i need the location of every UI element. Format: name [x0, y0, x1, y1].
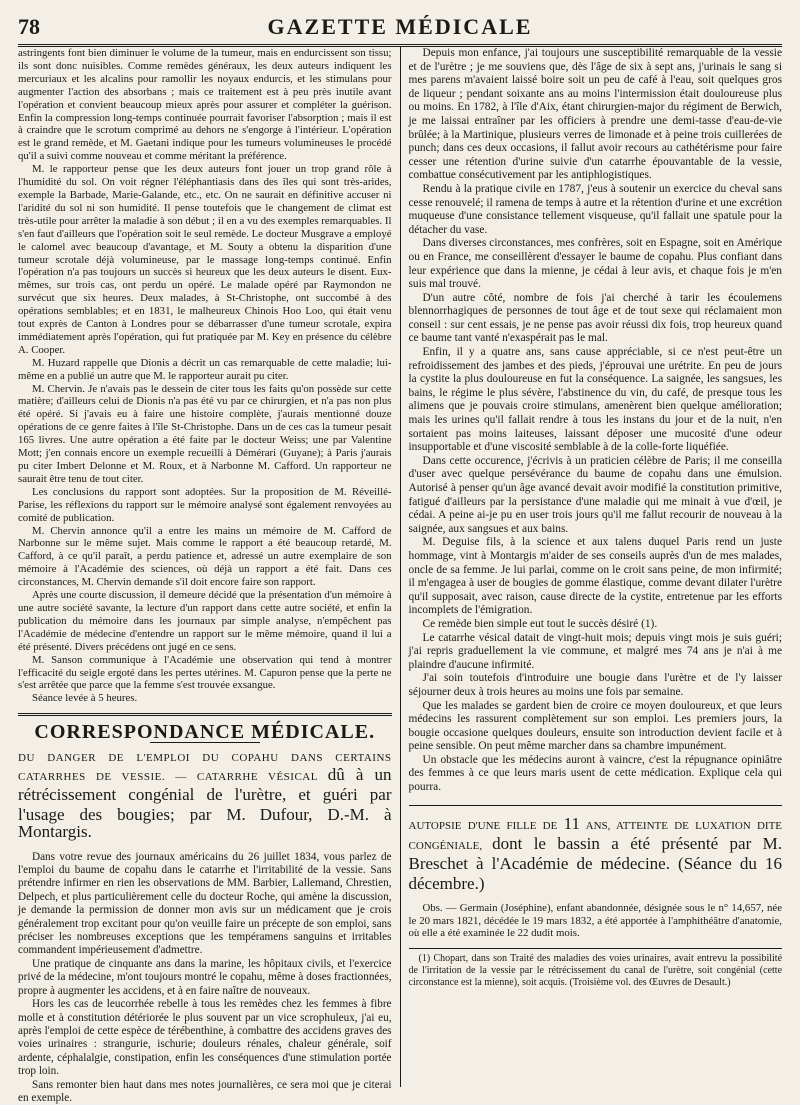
academy-report [18, 47, 392, 705]
paragraph: astringents font bien diminuer le volume de la tumeur, mais en endurcissent son tissu; ils sont donc nuisibles. Comme remèdes généraux, les deux auteurs indiquent les mercuriaux et les alcalins pour ramollir les noyaux endurcis, et les stimulans pour augmenter l'action des absorbans ; mais ce traitement est à peu près inutile avant l'opération et convient beaucoup mieux après pour assurer et compléter la guérison. Enfin la compression long-temps continuée pourrait favoriser l'absorption ; mais il est à craindre que le scrotum comprimé au dehors ne s'engorge à l'intérieur. L'opération est le grand remède, et M. Gaetani indique pour les tumeurs volumineuses le procédé qu'il a suivi comme nouveau et comme méritant la préférence. [18, 47, 392, 163]
article-title-main: dû à un rétrécissement congénial de l'urètre, et guéri par l'usage des bougies; par M. [18, 764, 392, 824]
paragraph: Dans cette occurence, j'écrivis à un praticien célèbre de Paris; il me conseilla d'user avec quelque persévérance du baume de copahu dans une émulsion. Autorisé à penser qu'un âge avancé devait avoir modifié la constitution primitive, fatigué d'ailleurs par la persistance d'une maladie qui me minait à vue d'œil, je cédai. A peine ai-je pu en user trois jours qu'il me fallut recourir de nouveau à la saignée, aux sangsues et aux bains. [408, 454, 783, 535]
autopsy-title-caps-2: ANS, ATTEINTE DE LUXATION DITE CONGÉNIALE, [408, 819, 783, 852]
article-author: Dufour, D.-M. à Montargis. [18, 804, 392, 841]
paragraph: Une pratique de cinquante ans dans la marine, les hôpitaux civils, et l'exercice privé de la médecine, m'ont toujours montré le copahu, même à doses fractionnées, propre à augmenter les accidens, et à en faire naître de nouveaux. [18, 957, 392, 997]
paragraph: Depuis mon enfance, j'ai toujours une susceptibilité remarquable de la vessie et de l'urètre ; je me souviens que, dès l'âge de six à sept ans, j'urinais le sang si mes parens m'avaient laissé boire soit un peu de café à l'eau, soit quelques gros de liqueur ; pendant soixante ans au moins l'intermission était douloureuse plus ou moins. En 1782, à l'île d'Aix, étant chirurgien-major du régiment de Berwich, je me laissai entraîner par les officiers à prendre une demi-tasse d'eau-de-vie brûlée; à la Martinique, plusieurs verres de limonade et à peine trois cuillerées de punch; dans ces deux occasions, il fallut avoir recours au cathétérisme pour faire cesser une rétention d'urine suivie d'un catarrhe épouvantable de la vessie, combattue consécutivement par les antiphlogistiques. [408, 47, 783, 182]
footnote: (1) Chopart, dans son Traité des maladies des voies urinaires, avait entrevu la possibilité de l'irritation de la vessie par le rétrécissement du canal de l'urètre, soit congénial (cette circonstance est la mienne), soit acquis. (Troisième vol. des Œuvres de Desault.) [408, 953, 783, 989]
footnote-rule [409, 948, 783, 949]
left-column [18, 47, 400, 1104]
paragraph: Hors les cas de leucorrhée rebelle à tous les remèdes chez les femmes à fibre molle et à constitution détériorée le plus souvent par un vice scrophuleux, j'ai eu, après l'emploi de cette espèce de térébenthine, à combattre des accidens graves des voies urinaires : strangurie, ischurie; douleurs rénales, chaleur générale, soif ardente, céphalalgie, constipation, enfin les conséquences d'une stimulation portée trop loin. [18, 998, 392, 1078]
autopsy-observation: Obs. — Germain (Joséphine), enfant abandonnée, désignée sous le n° 14,657, née le 20 mars 1821, décédée le 19 mars 1832, a été apportée à l'amphithéâtre d'anatomie, où elle a été examinée le 22 dudit mois. [408, 901, 783, 940]
paragraph: M. Sanson communique à l'Académie une observation qui tend à montrer l'efficacité du seigle ergoté dans les pertes utérines. M. Capuron pense que la perte ne s'est arrêtée que parce que la femme s'est trouvée exsangue. [18, 653, 392, 692]
paragraph: Enfin, il y a quatre ans, sans cause appréciable, si ce n'est peut-être un refroidissement des jambes et des pieds, j'éprouvai une urétrite. En peu de jours la cystite la plus douloureuse en fut la conséquence. La saignée, les sangsues, les bains, le régime le plus sévère, l'abstinence du vin, du café, de presque tous les alimens que je pouvais croire stimulans, amenèrent bien quelque amélioration; mais les urines qu'il fallait rendre à tous les instans du jour et de la nuit, n'en sortaient pas moins laiteuses, laissant déposer une mucosité d'une odeur insupportable et d'une viscosité semblable à de la colle-forte liquéfiée. [408, 346, 783, 454]
autopsy-title-main: dont le bassin a été présenté par M. Breschet à l'Académie de médecine. (Séance du 16 décembre.) [408, 833, 783, 893]
section-heading: CORRESPONDANCE MÉDICALE. [34, 721, 376, 744]
autopsy-title-caps: AUTOPSIE D'UNE FILLE DE [408, 819, 558, 832]
paragraph: Rendu à la pratique civile en 1787, j'eus à soutenir un exercice du cheval sans cesse renouvelé; il ramena de temps à autre et la rétention d'urine et une excrétion muqueuse d'une consistance tellement visqueuse, qu'il fallait une spatule pour la détacher du vase. [408, 182, 783, 236]
paragraph: M. Deguise fils, à la science et aux talens duquel Paris rend un juste hommage, vint à Montargis m'aider de ses conseils auprès d'un de mes malades, oncle de sa femme. Je lui parlai, comme on le croit sans peine, de mon infirmité; il m'engagea à user de bougies de gomme élastique, comme devant dilater l'urètre qu'il supposait, avec raison, cause directe de la cystite, entretenue par les efforts incomplets de l'émigration. [408, 536, 783, 617]
paragraph: Après une courte discussion, il demeure décidé que la présentation d'un mémoire à une autre société savante, la lecture d'un rapport dans cette autre société, et enfin la publication du mémoire dans les journaux par simple analyse, n'empêchent pas l'Académie de médecine d'entendre un rapport sur le même mémoire, quand il lui a été présenté. Divers précédens ont jugé en ce sens. [18, 589, 392, 653]
paragraph: M. le rapporteur pense que les deux auteurs font jouer un trop grand rôle à l'humidité du sol. On voit régner l'éléphantiasis dans des îles qui sont très-arides, exemple la Barbade, Marie-Galande, etc., etc. On ne saurait en définitive accuser ni l'aridité du sol ni son humidité. Il pense toutefois que le changement de climat est très-utile pour arrêter la maladie à son début ; il en a vu des exemples remarquables. Il s'en faut d'ailleurs que l'opération soit le seul remède. Le docteur Musgrave a employé le calomel avec beaucoup d'avantage, et M. Souty a obtenu la disparition d'une tumeur scrotale déjà volumineuse, par le massage long-temps continué. Enfin l'opération n'a pas toujours un succès si heureux que les deux auteurs le disent. Eux-mêmes, sur trois cas, ont perdu un opéré. Le malade opéré par Raymondon ne survécut que six heures. Deux malades, à St-Christophe, ont succombé à des opérations semblables; et en 1831, le malheureux Chinois Hoo Loo, qui était venu tout exprès de Canton à Londres pour se débarrasser d'une tumeur scrotale, expira immédiatement après l'opération, qui fut pratiquée par M. Key en présence du célèbre A. Cooper. [18, 163, 392, 356]
paragraph: J'ai soin toutefois d'introduire une bougie dans l'urètre et de l'y laisser séjourner deux à trois heures au moins une fois par semaine. [408, 672, 783, 698]
paragraph: Que les malades se gardent bien de croire ce moyen douloureux, et que leurs médecins les rassurent complètement sur son emploi. Les premiers jours, la bougie occasione quelques douleurs, ensuite son introduction devient facile et à peine sensible. On peut même marcher dans sa chambre impunément. [408, 699, 783, 753]
paragraph: Les conclusions du rapport sont adoptées. Sur la proposition de M. Réveillé-Parise, les réflexions du rapport sur le mémoire analysé sont également renvoyées au comité de publication. [18, 485, 392, 524]
masthead [18, 10, 782, 40]
paragraph: M. Chervin annonce qu'il a entre les mains un mémoire de M. Cafford de Narbonne sur le même sujet. Mais comme le rapport a été beaucoup retardé, M. Cafford, à ce qu'il paraît, a perdu patience et, adressé un autre exemplaire de son mémoire à l'Académie des sciences, où déjà un rapport a été fait. Dans ces circonstances, M. Chervin demande s'il doit encore faire son rapport. [18, 524, 392, 589]
autopsy-age: 11 [563, 813, 580, 833]
paragraph: Dans diverses circonstances, mes confrères, soit en Espagne, soit en Amérique ou en France, me conseillèrent d'essayer le baume de copahu. Plus confiant dans leur expérience que dans la mienne, je cédai à leur avis, et chaque fois je m'en suis mal trouvé. [408, 237, 783, 291]
article-title-caps: DU DANGER DE L'EMPLOI DU COPAHU DANS CERTAINS CATARRHES DE VESSIE. — CATARRHE VÉSICAL [18, 751, 392, 783]
page-number: 78 [18, 14, 40, 39]
paragraph: Dans votre revue des journaux américains du 26 juillet 1834, vous parlez de l'emploi du baume de copahu dans le catarrhe et l'irritabilité de la vessie. Sans prétendre infirmer en rien les observations de MM. Barbier, Lallemand, Chrestien, Delpech, et plus particulièrement celle du docteur Roche, qui amène la discussion, je demande la permission de donner mon avis sur un médicament que je crois généralement trop excitant pour qu'on veuille faire un précepte de son emploi, sans préciser les nombreuses exceptions que les tempéramens sanguins et irritables commandent impérieusement d'admettre. [18, 850, 392, 957]
paragraph: Séance levée à 5 heures. [32, 692, 138, 705]
paragraph: M. Huzard rappelle que Dionis a décrit un cas remarquable de cette maladie; lui-même en a publié un autre que M. le rapporteur aurait pu citer. [18, 356, 392, 382]
article-title [18, 751, 392, 841]
paragraph: Sans remonter bien haut dans mes notes journalières, ce sera moi que je citerai en exemple. [18, 1078, 392, 1104]
paragraph: D'un autre côté, nombre de fois j'ai cherché à tarir les écoulemens blennorrhagiques de personnes de tout âge et de tout sexe qui réclamaient mon conseil : sur cent essais, je ne pense pas avoir réussi dix fois, trop heureux quand ce baume tant vanté n'exaspérait pas le mal. [408, 291, 783, 345]
section-rule [409, 805, 783, 806]
journal-title: GAZETTE MÉDICALE [267, 14, 533, 39]
columns [18, 47, 783, 1104]
section-rule [18, 713, 392, 716]
paragraph: Le catarrhe vésical datait de vingt-huit mois; depuis vingt mois je suis guéri; j'ai repris graduellement la vie commune, et malgré mes 74 ans je n'ai à me plaindre d'aucune infirmité. [408, 631, 783, 671]
paragraph: Un obstacle que les médecins auront à vaincre, c'est la répugnance opiniâtre des femmes à ce que leurs maris usent de cette médication. Explique cela qui pourra. [408, 753, 783, 794]
autopsy-title [409, 814, 783, 894]
paragraph: Ce remède bien simple eut tout le succès désiré (1). [422, 617, 658, 630]
right-column [401, 47, 783, 1087]
paragraph: M. Chervin. Je n'avais pas le dessein de citer tous les faits qu'on possède sur cette matière; d'ailleurs celui de Dionis n'a pas été vu par ce chirurgien, et n'a pas non plus été opéré. Si j'avais eu à faire une histoire complète, j'aurais mentionné douze opérations de ce genre faites à l'île St-Christophe. Dans un de ces cas la tumeur pesait 165 livres. Une autre opération a été faite par le docteur Weiss; une par Valentine Mott; j'en connais encore un exemple recueilli à Démérari (Guyane); à Paris j'aurais pu citer Imbert Delonne et M. Roux, et à Narbonne M. Cafford. Un rapporteur ne saurait être tenu de tout citer. [18, 382, 392, 485]
